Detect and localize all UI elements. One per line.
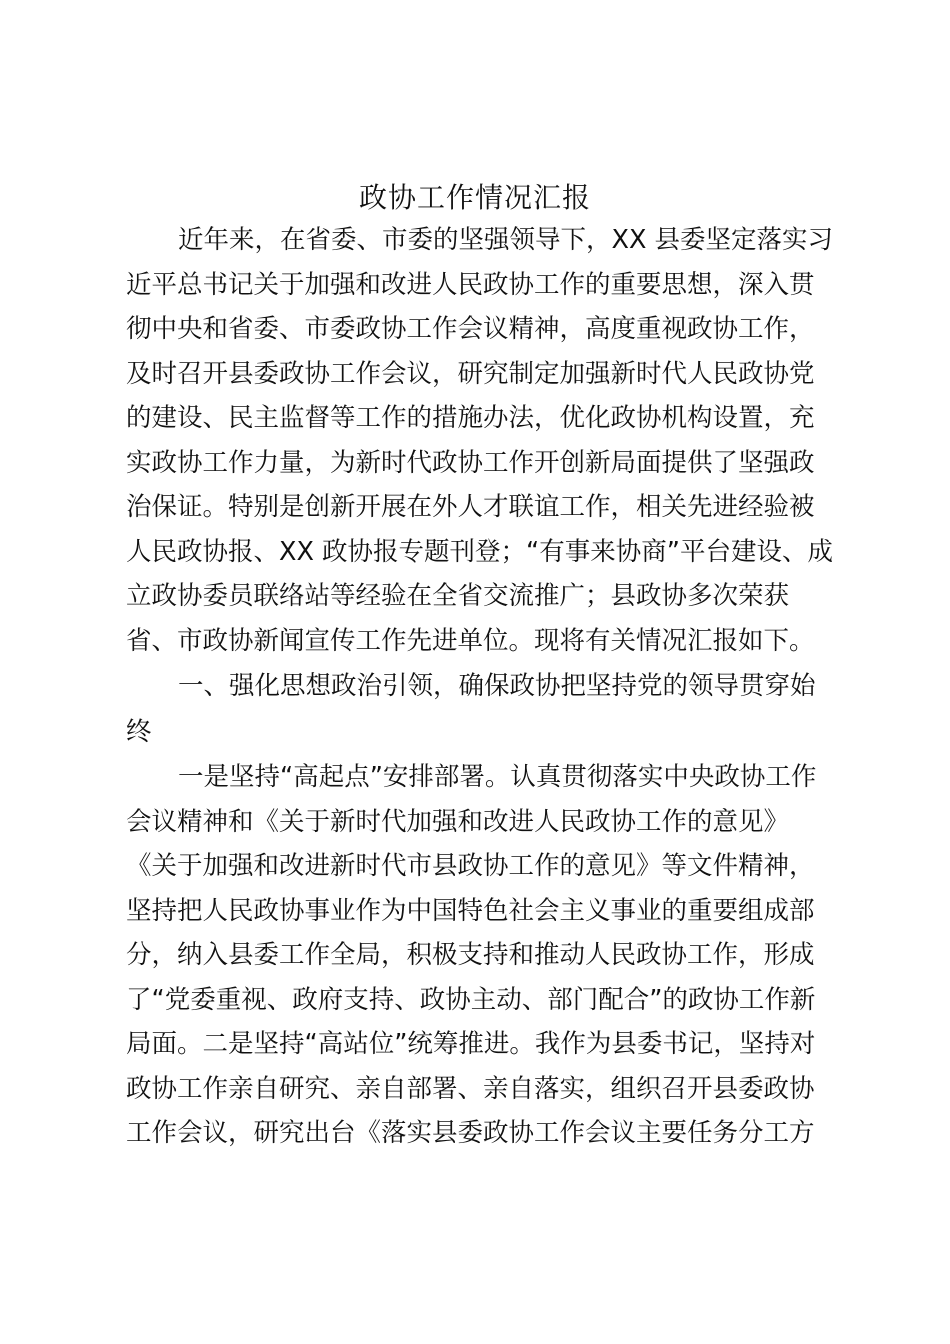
paragraph-line: 治保证。特别是创新开展在外人才联谊工作，相关先进经验被: [126, 492, 815, 522]
paragraph-line: 会议精神和《关于新时代加强和改进人民政协工作的意见》: [126, 806, 790, 837]
paragraph-line: 立政协委员联络站等经验在全省交流推广；县政协多次荣获: [126, 581, 790, 611]
paragraph-line: 坚持把人民政协事业作为中国特色社会主义事业的重要组成部: [126, 895, 815, 926]
paragraph-line: 一是坚持“高起点”安排部署。认真贯彻落实中央政协工作: [178, 762, 817, 792]
paragraph-line: 近平总书记关于加强和改进人民政协工作的重要思想，深入贯: [126, 269, 815, 300]
paragraph-line: 政协工作亲自研究、亲自部署、亲自落实，组织召开县委政协: [126, 1073, 815, 1104]
document-title: 政协工作情况汇报: [358, 181, 591, 214]
section-heading-line: 终: [126, 717, 152, 747]
paragraph-line: 及时召开县委政协工作会议，研究制定加强新时代人民政协党: [126, 358, 815, 389]
paragraph-line: 分，纳入县委工作全局，积极支持和推动人民政协工作，形成: [126, 940, 815, 970]
paragraph-line: 工作会议，研究出台《落实县委政协工作会议主要任务分工方: [126, 1118, 815, 1148]
paragraph-line: 省、市政协新闻宣传工作先进单位。现将有关情况汇报如下。: [126, 625, 815, 656]
section-heading-line: 一、强化思想政治引领，确保政协把坚持党的领导贯穿始: [178, 671, 816, 701]
paragraph-line: 《关于加强和改进新时代市县政协工作的意见》等文件精神，: [126, 851, 815, 881]
paragraph-line: 的建设、民主监督等工作的措施办法，优化政协机构设置，充: [126, 403, 815, 433]
paragraph-line: 局面。二是坚持“高站位”统筹推进。我作为县委书记，坚持对: [126, 1029, 816, 1059]
document-body: [126, 218, 834, 1156]
paragraph-line: 彻中央和省委、市委政协工作会议精神，高度重视政协工作，: [126, 314, 815, 344]
paragraph-line: 了“党委重视、政府支持、政协主动、部门配合”的政协工作新: [126, 984, 816, 1015]
paragraph-line: 人民政协报、XX 政协报专题刊登；“有事来协商”平台建设、成: [126, 536, 833, 567]
paragraph-line: 实政协工作力量，为新时代政协工作开创新局面提供了坚强政: [126, 447, 815, 478]
paragraph-line: 近年来，在省委、市委的坚强领导下，XX 县委坚定落实习: [178, 225, 834, 255]
